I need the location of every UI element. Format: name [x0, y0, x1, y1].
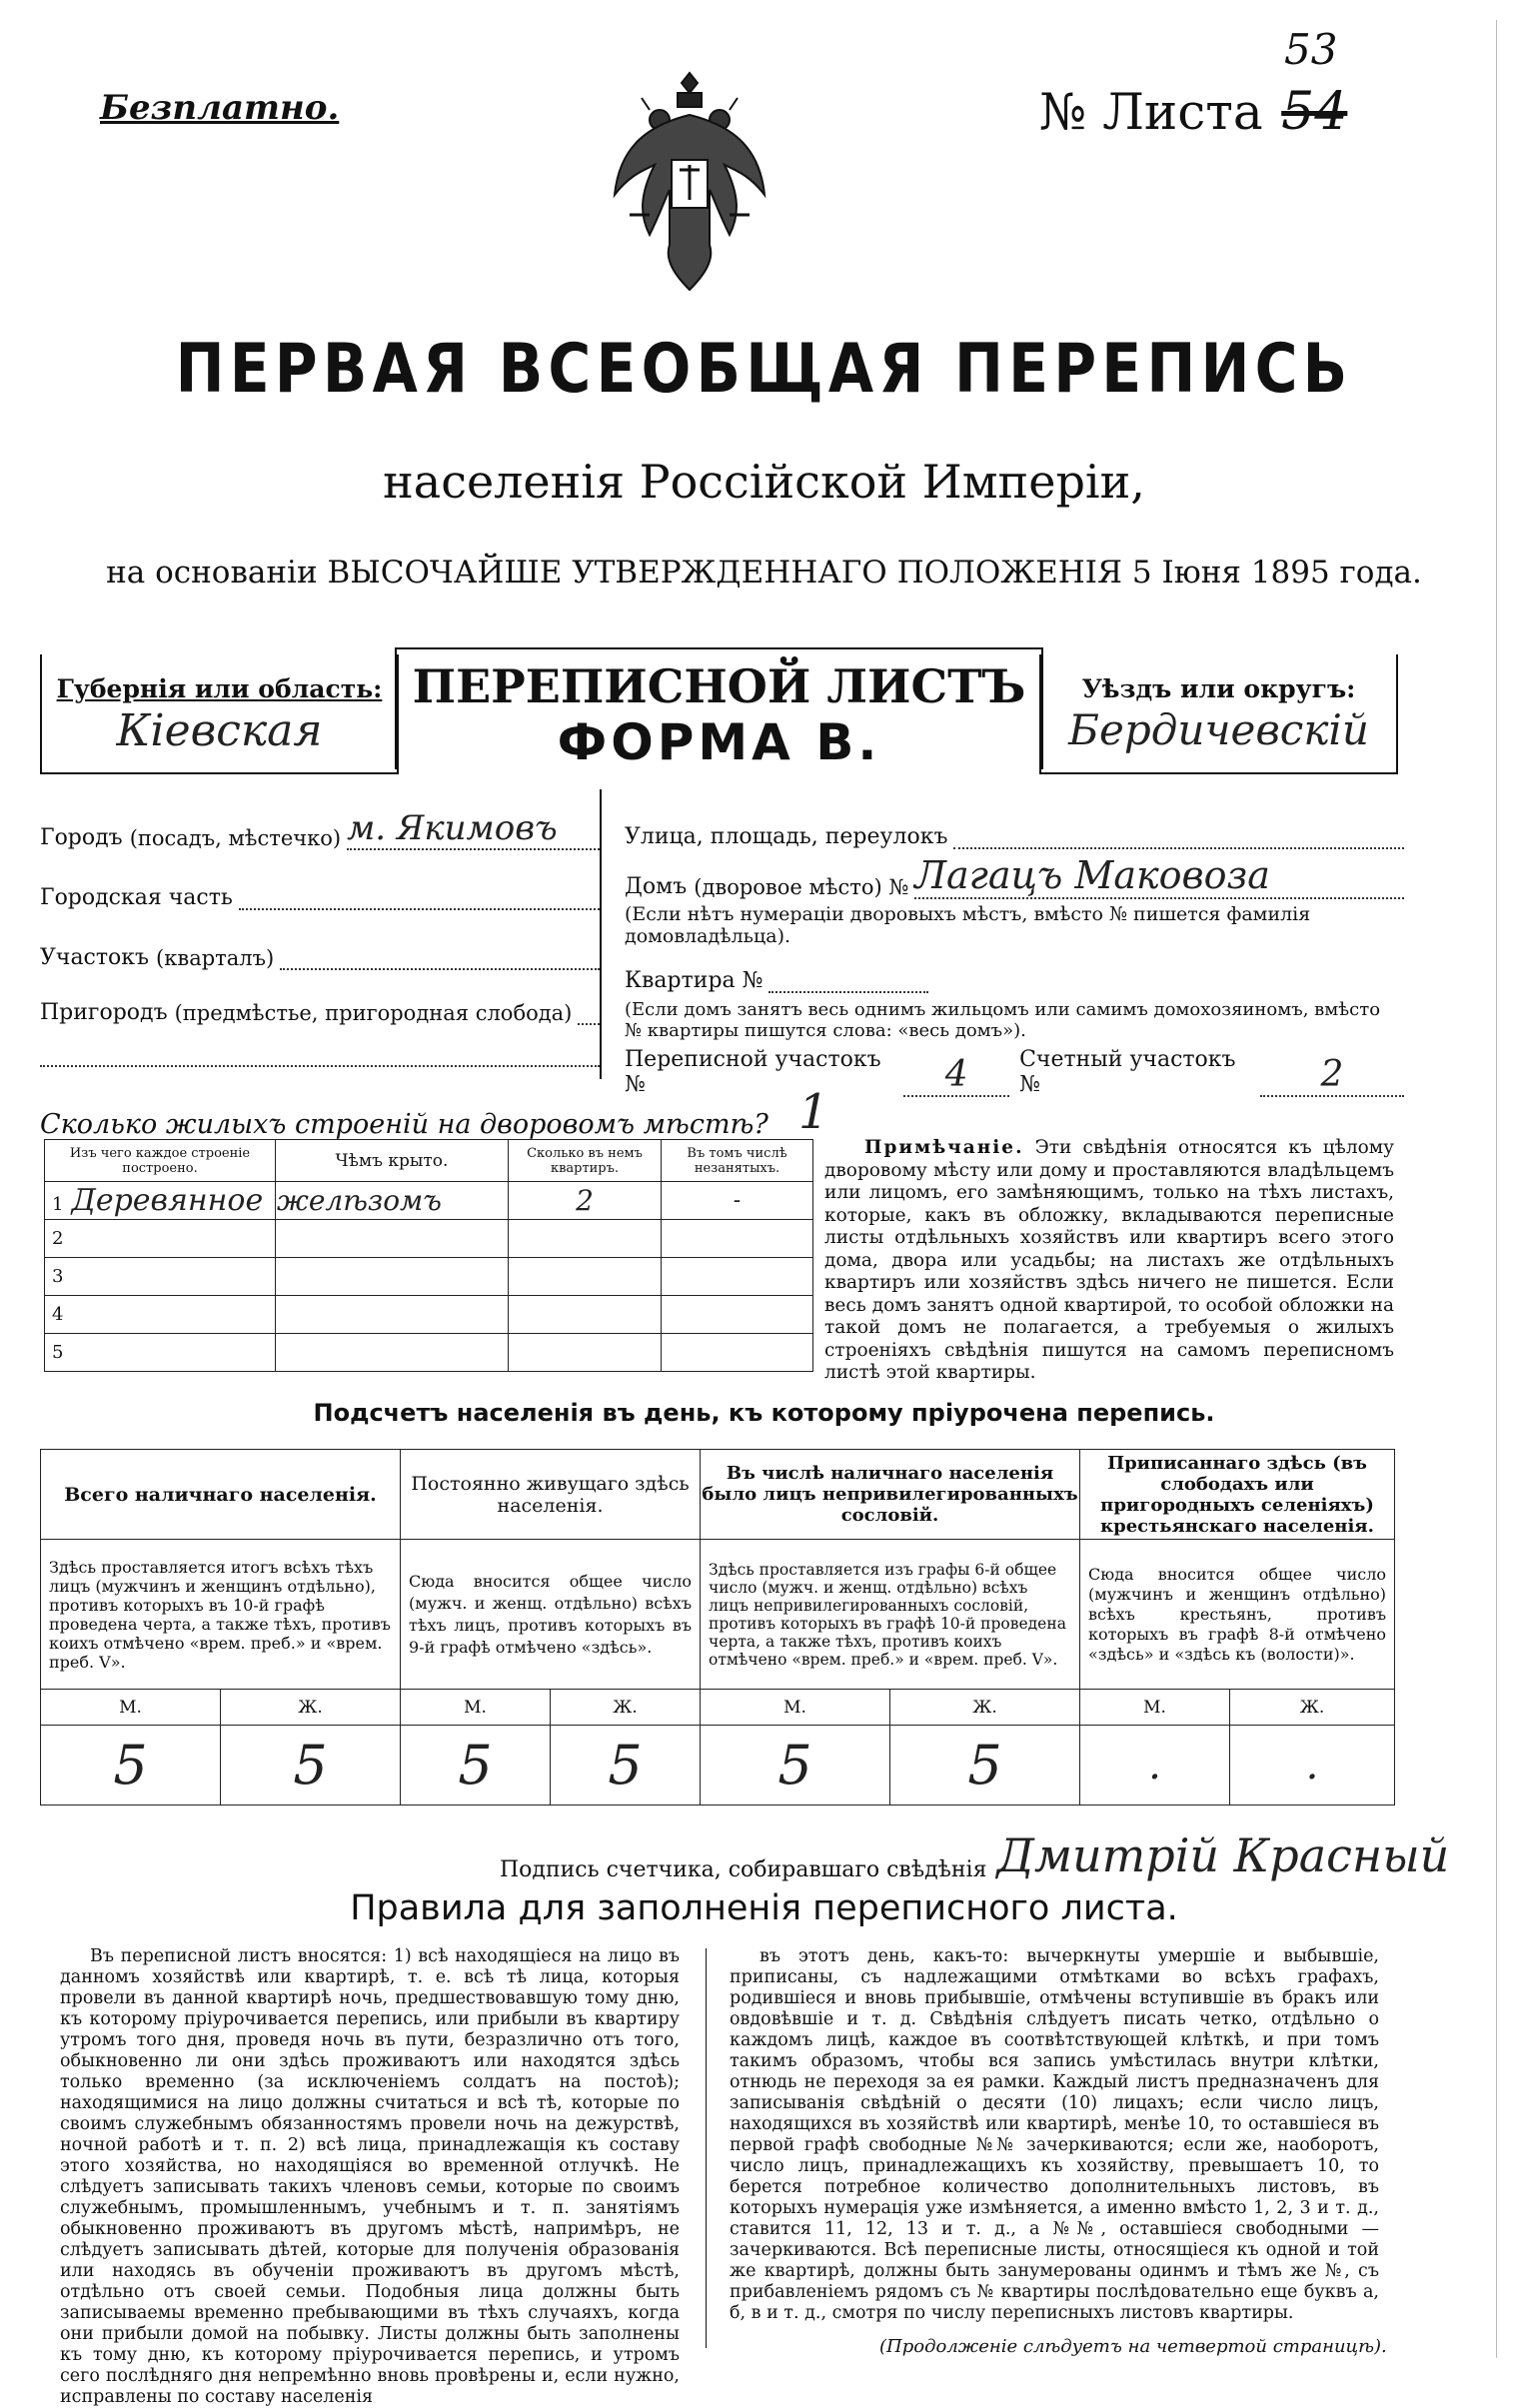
suburb-field-2[interactable] — [40, 1025, 600, 1067]
row-number: 1 — [52, 1194, 64, 1215]
table-cell — [45, 1296, 276, 1334]
building-roof: желѣзомъ — [276, 1182, 509, 1220]
precinct-label: Участокъ — [40, 945, 150, 970]
count-value: . — [1080, 1726, 1230, 1806]
signature-row — [500, 1828, 1499, 1882]
note-block — [824, 1137, 1394, 1385]
apartment-row — [625, 947, 1404, 993]
rules-left — [60, 1946, 680, 2407]
rules-right-text: въ этотъ день, какъ-то: вычеркнуты умершіе и выбывшіе, приписаны, съ надлежащими отмѣтками во всѣхъ графахъ, родившіеся и вновь прибывшіе, отмѣчены вступившіе въ бракъ или овдовѣвшіе и т. д. Свѣдѣнія слѣдуетъ писать четко, отдѣльно о каждомъ лицѣ, каждое въ соотвѣтствующей клѣткѣ, и при томъ такимъ образомъ, чтобы вся запись умѣстилась внутри клѣтки, отнюдь не переходя за ея рамки. Каждый листъ предназначенъ для записыванія свѣдѣній о десяти (10) лицахъ; если число лицъ, находящихся въ хозяйствѣ или квартирѣ, менѣе 10, то оставшіеся въ первой графѣ свободные №№ зачеркиваются; если же, наоборотъ, число лицъ, принадлежащихъ къ хозяйству, превышаетъ 10, то берется потребное количество дополнительныхъ листовъ, въ которыхъ нумерація уже измѣняется, а именно вмѣсто 1, 2, 3 и т. д., ставится 11, 12, 13 и т. д., а №№, оставшіеся свободными — зачеркиваются. Всѣ переписные листы, относящіеся къ одной и той же квартирѣ, должны быть занумерованы одинмъ и тѣмъ же №, съ прибавленіемъ рядомъ съ № квартиры послѣдовательно еще буквъ а, б, в и т. д., смотря по числу переписныхъ листовъ квартиры. — [730, 1946, 1379, 2323]
table-header: Чѣмъ крыто. — [276, 1140, 509, 1182]
female-label: Ж. — [221, 1690, 401, 1726]
city-row — [40, 794, 600, 850]
right-edge-line — [1496, 20, 1497, 2358]
count-value: 5 — [551, 1726, 701, 1806]
house-value: Лагацъ Маковоза — [914, 853, 1404, 899]
count-col-desc: Здѣсь проставляется итогъ всѣхъ тѣхъ лицъ (мужчинъ и женщинъ отдѣльно), противъ которыхъ въ 10-й графѣ проведена черта, а также тѣхъ, противъ коихъ отмѣчено «врем. преб.» и «врем. преб. V». — [41, 1540, 401, 1690]
table-cell — [509, 1220, 662, 1258]
table-cell — [509, 1296, 662, 1334]
count-col-head: Постоянно живущаго здѣсь населенія. — [401, 1450, 701, 1540]
street-field[interactable] — [953, 847, 1404, 849]
table-header: Сколько въ немъ квартиръ. — [509, 1140, 662, 1182]
sheet-number-old: 54 — [1281, 82, 1348, 142]
count-title: Подсчетъ населенія въ день, къ которому пріурочена перепись. — [313, 1399, 1215, 1427]
district-label: Уѣздъ или округъ: — [1081, 674, 1356, 703]
form-letter: ФОРМА В. — [557, 713, 881, 771]
apartment-label: Квартира № — [625, 968, 764, 993]
table-cell — [45, 1258, 276, 1296]
suburb-label: Пригородъ — [40, 1000, 168, 1025]
building-apartments: 2 — [509, 1182, 662, 1220]
city-label: Городъ — [40, 825, 123, 850]
row-number: 2 — [52, 1228, 64, 1249]
note-label: Примѣчаніе. — [864, 1137, 1024, 1158]
count-value: 5 — [401, 1726, 551, 1806]
suburb-note: (предмѣстье, пригородная слобода) — [174, 1001, 573, 1025]
count-values-row — [41, 1726, 1395, 1806]
count-mf-row — [41, 1690, 1395, 1726]
table-cell — [276, 1334, 509, 1372]
buildings-answer: 1 — [797, 1084, 829, 1140]
female-label: Ж. — [890, 1690, 1080, 1726]
address-divider — [600, 789, 602, 1079]
female-label: Ж. — [551, 1690, 701, 1726]
table-cell — [509, 1334, 662, 1372]
male-label: М. — [41, 1690, 221, 1726]
page-title: ПЕРВАЯ ВСЕОБЩАЯ ПЕРЕПИСЬ — [175, 330, 1353, 409]
precinct-field[interactable] — [280, 968, 600, 970]
rules-left-text: Въ переписной листъ вносятся: 1) всѣ находящіеся на лицо въ данномъ хозяйствѣ или квартирѣ, т. е. всѣ тѣ лица, которыя провели въ данной квартирѣ ночь, предшествовавшую тому дню, къ которому пріурочивается перепись, или прибыли въ квартиру утромъ того дня, проведя ночь въ пути, безразлично отъ того, обыкновенно ли они здѣсь проживаютъ или находятся здѣсь только временно (за исключеніемъ солдатъ на постоѣ); находящимися на лицо должны считаться и всѣ тѣ, которые по своимъ служебнымъ обязанностямъ провели ночь на дежурствѣ, ночной работѣ и т. п. 2) всѣ лица, принадлежащія къ составу этого хозяйства, но находящіяся во временной отлучкѣ. Не слѣдуетъ записывать такихъ членовъ семьи, которые по своимъ служебнымъ, промышленнымъ, учебнымъ и т. п. занятіямъ обыкновенно проживаютъ въ другомъ мѣстѣ, напримѣръ, не слѣдуетъ записывать дѣтей, которые для полученія образованія или находясь въ обученіи проживаютъ въ другомъ мѣстѣ, отдѣльно отъ своей семьи. Подобныя лица должны быть записываемы временно пребывающими въ тѣхъ случаяхъ, когда они прибыли домой на побывку. Листы должны быть заполнены къ тому дню, къ которому пріурочивается перепись, и утромъ сего послѣдняго дня непремѣнно вновь провѣрены и, если нужно, исправлены по составу населенія — [60, 1946, 680, 2407]
count-value: 5 — [41, 1726, 221, 1806]
legal-basis: на основаніи ВЫСОЧАЙШЕ УТВЕРЖДЕННАГО ПОЛОЖЕНІЯ 5 Іюня 1895 года. — [106, 555, 1422, 591]
precinct-row — [40, 910, 600, 970]
sheet-type: ПЕРЕПИСНОЙ ЛИСТЪ — [412, 659, 1026, 713]
house-hint: (Если нѣтъ нумераціи дворовыхъ мѣстъ, вмѣсто № пишется фамилія домовладѣльца). — [625, 903, 1311, 947]
apartment-hint: (Если домъ занятъ весь однимъ жильцомъ или самимъ домохозяиномъ, вмѣсто № квартиры пишутся слова: «весь домъ»). — [625, 999, 1381, 1041]
table-cell — [45, 1220, 276, 1258]
count-value: 5 — [701, 1726, 890, 1806]
city-part-label: Городская часть — [40, 885, 233, 910]
city-value: м. Якимовъ — [347, 808, 600, 850]
count-col-desc: Сюда вносится общее число (мужчинъ и женщинъ отдѣльно) всѣхъ крестьянъ, противъ которыхъ въ графѣ 8-й отмѣчено «здѣсь» и «здѣсь къ (волости)». — [1080, 1540, 1395, 1690]
sheet-number-label: № Листа — [1039, 83, 1263, 141]
free-label: Безплатно. — [100, 88, 340, 128]
count-table — [40, 1449, 1395, 1806]
count-area-label: Счетный участокъ № — [1019, 1047, 1236, 1097]
city-note: (посадъ, мѣстечко) — [129, 826, 342, 850]
table-cell — [662, 1220, 813, 1258]
census-area-value: 4 — [903, 1054, 1009, 1097]
province-box — [40, 654, 399, 774]
table-cell — [662, 1258, 813, 1296]
buildings-header-row — [45, 1140, 813, 1182]
table-header: Въ томъ числѣ незанятыхъ. — [662, 1140, 813, 1182]
count-value: . — [1230, 1726, 1395, 1806]
table-row — [45, 1334, 813, 1372]
table-row — [45, 1182, 813, 1220]
sheet-number-new: 53 — [1284, 25, 1338, 74]
buildings-question-row — [40, 1084, 828, 1140]
rules-divider — [706, 1948, 707, 2348]
table-cell — [276, 1220, 509, 1258]
table-row — [45, 1296, 813, 1334]
city-part-row — [40, 850, 600, 910]
note-text: Эти свѣдѣнія относятся къ цѣлому дворовому мѣсту или дому и проставляются владѣльцемъ или лицомъ, его замѣняющимъ, только на тѣхъ листахъ, которые, какъ въ обложку, вкладываются переписные листы отдѣльныхъ хозяйствъ или квартиръ всего этого дома, двора или усадьбы; на листахъ же отдѣльныхъ квартиръ или хозяйствъ здѣсь ничего не пишется. Если весь домъ занятъ одной квартирой, то особой обложки на такой домъ не полагается, а требуемыя о жилыхъ строеніяхъ свѣдѣнія пишутся на самомъ переписномъ листѣ этой квартиры. — [824, 1137, 1394, 1383]
count-col-desc: Здѣсь проставляется изъ графы 6-й общее число (мужч. и женщ. отдѣльно) всѣхъ лицъ непривилегированныхъ сословій, противъ которыхъ въ графѣ 10-й проведена черта, а также тѣхъ, противъ коихъ отмѣчено «врем. преб.» и «врем. преб. V». — [701, 1540, 1080, 1690]
province-label: Губернія или область: — [56, 674, 383, 703]
suburb-field[interactable] — [578, 1023, 600, 1025]
count-col-head: Всего наличнаго населенія. — [41, 1450, 401, 1540]
province-value: Кіевская — [116, 705, 323, 756]
buildings-question: Сколько жилыхъ строеній на дворовомъ мѣстѣ? — [40, 1109, 768, 1140]
rules-title: Правила для заполненія переписного листа. — [350, 1888, 1178, 1928]
building-vacant: - — [662, 1182, 813, 1220]
count-col-head: Въ числѣ наличнаго населенія было лицъ непривилегированныхъ сословій. — [701, 1450, 1080, 1540]
female-label: Ж. — [1230, 1690, 1395, 1726]
male-label: М. — [401, 1690, 551, 1726]
table-cell — [45, 1182, 276, 1220]
table-row — [45, 1220, 813, 1258]
row-number: 4 — [52, 1304, 64, 1325]
count-col-desc: Сюда вносится общее число (мужч. и женщ. отдѣльно) всѣхъ тѣхъ лицъ, противъ которыхъ въ 9-й графѣ отмѣчено «здѣсь». — [401, 1540, 701, 1690]
imperial-eagle-emblem — [610, 65, 769, 295]
street-label: Улица, площадь, переулокъ — [625, 824, 948, 849]
count-head-row — [41, 1450, 1395, 1540]
count-value: 5 — [890, 1726, 1080, 1806]
house-label: Домъ — [625, 874, 688, 899]
row-number: 5 — [52, 1342, 64, 1363]
signature-value: Дмитрій Красный — [996, 1828, 1450, 1882]
city-part-field[interactable] — [239, 908, 600, 910]
table-cell — [662, 1296, 813, 1334]
count-value: 5 — [221, 1726, 401, 1806]
address-right — [625, 799, 1404, 1097]
table-cell — [509, 1258, 662, 1296]
building-material: Деревянное — [71, 1183, 264, 1218]
table-header: Изъ чего каждое строеніе построено. — [45, 1140, 276, 1182]
street-row — [625, 799, 1404, 849]
sheet-number — [1039, 25, 1348, 143]
house-note: (дворовое мѣсто) № — [694, 875, 909, 899]
table-cell — [276, 1296, 509, 1334]
census-area-label: Переписной участокъ № — [625, 1047, 881, 1097]
table-cell — [662, 1334, 813, 1372]
apartment-field[interactable] — [768, 991, 928, 993]
address-left — [40, 794, 600, 1067]
page-subtitle: населенія Россійской Имперіи, — [383, 455, 1145, 509]
suburb-row — [40, 970, 600, 1025]
male-label: М. — [1080, 1690, 1230, 1726]
district-box — [1039, 654, 1398, 774]
table-cell — [45, 1334, 276, 1372]
rules-continued: (Продолженіе слѣдуетъ на четвертой страницѣ). — [879, 2336, 1387, 2357]
district-value: Бердичевскій — [1068, 705, 1369, 754]
count-area-value: 2 — [1260, 1054, 1404, 1097]
precinct-note: (кварталъ) — [156, 946, 275, 970]
count-desc-row — [41, 1540, 1395, 1690]
table-row — [45, 1258, 813, 1296]
signature-label: Подпись счетчика, собиравшаго свѣдѣнія — [500, 1857, 987, 1882]
count-col-head: Приписаннаго здѣсь (въ слободахъ или пригородныхъ селеніяхъ) крестьянскаго населенія. — [1080, 1450, 1395, 1540]
rules-right — [730, 1946, 1379, 2336]
male-label: М. — [701, 1690, 890, 1726]
buildings-table — [44, 1139, 813, 1372]
house-row — [625, 849, 1404, 899]
row-number: 3 — [52, 1266, 64, 1287]
table-cell — [276, 1258, 509, 1296]
form-title-box — [395, 647, 1043, 769]
